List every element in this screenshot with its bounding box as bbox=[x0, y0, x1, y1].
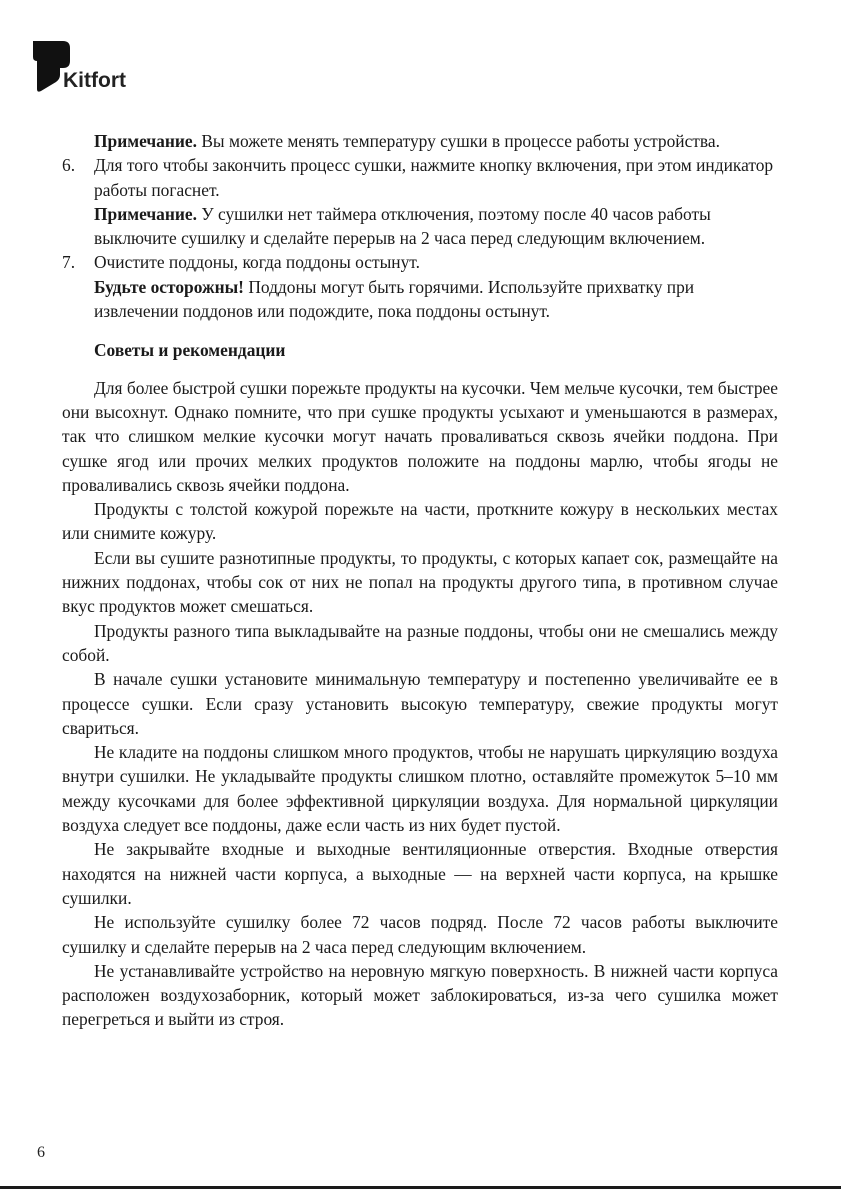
tips-heading: Советы и рекомендации bbox=[94, 340, 286, 361]
page-content bbox=[62, 129, 778, 1032]
note-temperature bbox=[62, 129, 778, 153]
kitfort-logo bbox=[33, 41, 163, 101]
tip-paragraph: Не устанавливайте устройство на неровную мягкую поверхность. В нижней части корпуса расположен воздухозаборник, который может заблокироваться, из-за чего сушилка может перегреться и выйти из строя. bbox=[62, 960, 778, 1030]
step-number: 6. bbox=[62, 155, 76, 176]
caution-label: Будьте осторожны! bbox=[94, 276, 244, 297]
note-text: Вы можете менять температуру сушки в процессе работы устройства. bbox=[196, 131, 720, 151]
note-label: Примечание. bbox=[94, 131, 197, 151]
tip-paragraph: Если вы сушите разнотипные продукты, то продукты, с которых капает сок, размещайте на нижних поддонах, чтобы сок от них не попал на продукты другого типа, в противном случае вкус продуктов может смешаться. bbox=[62, 547, 778, 617]
tip-paragraph: Не кладите на поддоны слишком много продуктов, чтобы не нарушать циркуляцию воздуха внутри сушилки. Не укладывайте продукты слишком плотно, оставляйте промежуток 5–10 мм между кусочками для более эффективной циркуляции воздуха. Для нормальной циркуляции воздуха следует все поддоны, даже если часть из них будет пустой. bbox=[62, 742, 778, 836]
step-text: Для того чтобы закончить процесс сушки, нажмите кнопку включения, при этом индикатор работы погаснет. bbox=[94, 155, 774, 200]
tip-paragraph: Не используйте сушилку более 72 часов подряд. После 72 часов работы выключите сушилку и сделайте перерыв на 2 часа перед следующим включением. bbox=[62, 912, 778, 957]
tip-paragraph: Продукты разного типа выкладывайте на разные поддоны, чтобы они не смешались между собой. bbox=[62, 620, 778, 665]
step-7 bbox=[62, 250, 778, 274]
note-label: Примечание. bbox=[94, 203, 197, 224]
step-text: Очистите поддоны, когда поддоны остынут. bbox=[94, 252, 420, 273]
tip-paragraph: Для более быстрой сушки порежьте продукты на кусочки. Чем мельче кусочки, тем быстрее они высохнут. Однако помните, что при сушке продукты усыхают и уменьшаются в размерах, так что слишком мелкие кусочки могут начать проваливаться сквозь ячейки поддона. При сушке ягод или прочих мелких продуктов положите на поддоны марлю, чтобы ягоды не проваливались сквозь ячейки поддона. bbox=[62, 377, 778, 495]
tip-paragraph: В начале сушки установите минимальную температуру и постепенно увеличивайте ее в процессе сушки. Если сразу установить высокую температуру, свежие продукты могут свариться. bbox=[62, 669, 778, 738]
note-timer bbox=[62, 202, 778, 251]
brand-name: Kitfort bbox=[63, 69, 126, 92]
note-text: У сушилки нет таймера отключения, поэтому после 40 часов работы выключите сушилку и сделайте перерыв на 2 часа перед следующим включением. bbox=[94, 203, 711, 249]
caution-note bbox=[62, 275, 778, 324]
tip-paragraph: Продукты с толстой кожурой порежьте на части, проткните кожуру в нескольких местах или снимите кожуру. bbox=[62, 499, 778, 544]
caution-text: Поддоны могут быть горячими. Используйте прихватку при извлечении поддонов или подождите, пока поддоны остынут. bbox=[94, 276, 695, 322]
tip-paragraph: Не закрывайте входные и выходные вентиляционные отверстия. Входные отверстия находятся на нижней части корпуса, а выходные — на верхней части корпуса, на крышке сушилки. bbox=[62, 839, 778, 908]
step-6 bbox=[62, 153, 778, 202]
page-number: 6 bbox=[37, 1144, 45, 1161]
step-number: 7. bbox=[62, 252, 76, 273]
